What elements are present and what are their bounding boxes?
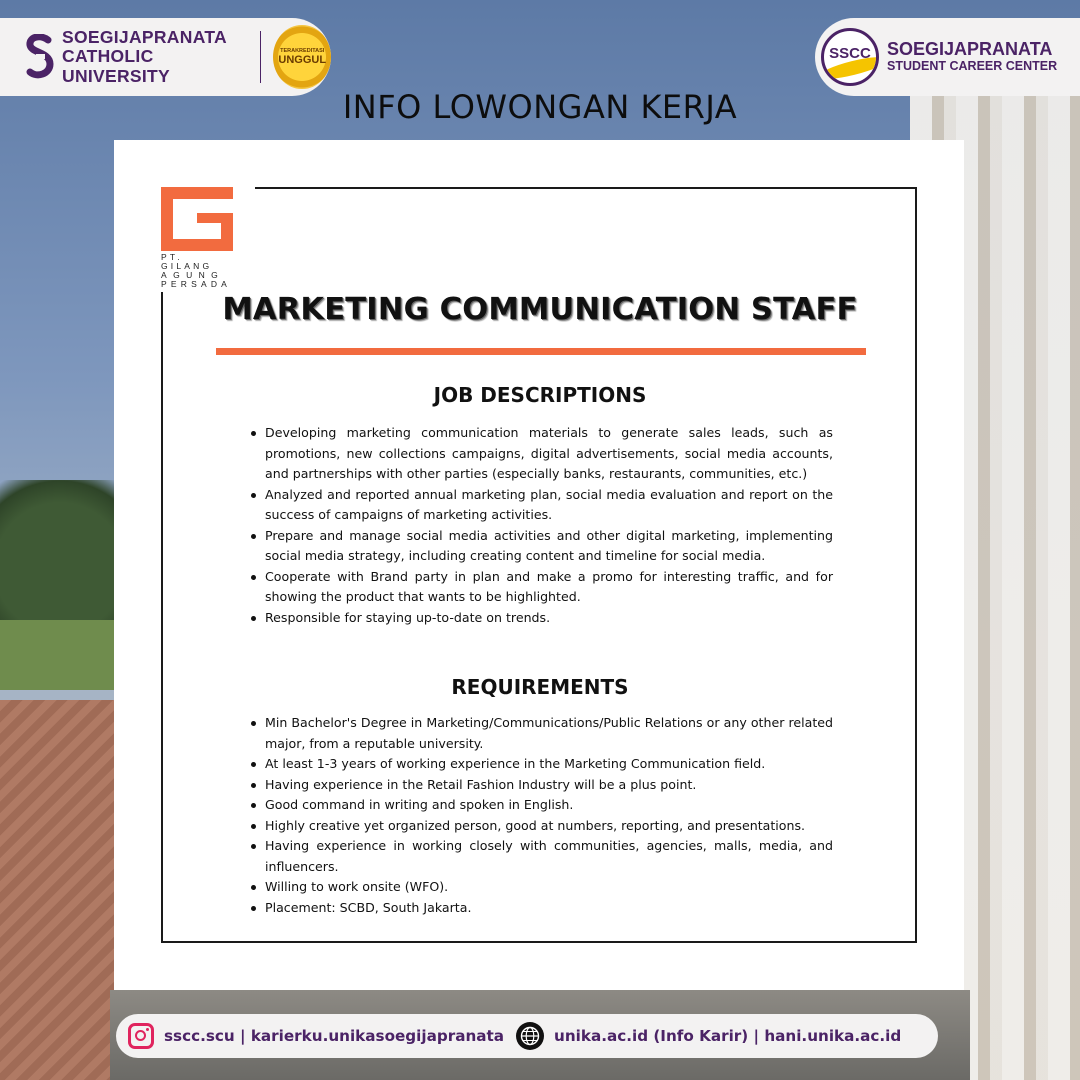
footer-web-text[interactable]: unika.ac.id (Info Karir) | hani.unika.ac.id: [554, 1027, 902, 1045]
company-name-line3: PERSADA: [161, 278, 232, 289]
career-center-header: [815, 18, 1080, 96]
header-divider: [260, 31, 261, 83]
background-lawn: [0, 620, 120, 690]
list-item: Having experience in working closely with communities, agencies, malls, media, and influencers.: [247, 836, 833, 877]
company-name-line2: AGUNG: [161, 269, 225, 280]
title-underline: [216, 348, 866, 355]
list-item: Analyzed and reported annual marketing plan, social media evaluation and report on the success of campaigns of marketing activities.: [247, 485, 833, 526]
accreditation-badge: [273, 25, 331, 89]
job-title: MARKETING COMMUNICATION STAFF: [222, 292, 858, 327]
university-name-line1: SOEGIJAPRANATA: [62, 26, 227, 47]
list-item: Developing marketing communication materials to generate sales leads, such as promotions, new collections campaigns, digital advertisements, social media accounts, and partnerships with other parties (especially banks, restaurants, communities, etc.): [247, 423, 833, 485]
company-logo: [161, 187, 235, 287]
company-name-line1: PT. GILANG: [161, 252, 213, 271]
list-item: Good command in writing and spoken in English.: [247, 795, 833, 816]
badge-big-text: UNGGUL: [278, 54, 327, 66]
footer-bar: [116, 1014, 938, 1058]
job-card: [114, 140, 964, 990]
university-header: [0, 18, 331, 96]
scu-logo-icon: [26, 34, 54, 80]
company-g-icon: [161, 187, 233, 251]
background-brick-path: [0, 700, 120, 1080]
list-item: Responsible for staying up-to-date on trends.: [247, 608, 833, 629]
footer-social-text[interactable]: sscc.scu | karierku.unikasoegijapranata: [164, 1027, 505, 1045]
list-item: At least 1-3 years of working experience in the Marketing Communication field.: [247, 754, 833, 775]
list-item: Willing to work onsite (WFO).: [247, 877, 833, 898]
list-item: Placement: SCBD, South Jakarta.: [247, 898, 833, 919]
university-name-line2: CATHOLIC UNIVERSITY: [62, 46, 171, 86]
job-descriptions-list: [247, 423, 833, 628]
list-item: Having experience in the Retail Fashion Industry will be a plus point.: [247, 775, 833, 796]
career-center-name: [887, 40, 1057, 74]
sscc-logo-text: SSCC: [829, 44, 871, 62]
list-item: Cooperate with Brand party in plan and make a promo for interesting traffic, and for showing the product that wants to be highlighted.: [247, 567, 833, 608]
company-name: [161, 253, 235, 289]
university-name: [62, 28, 246, 87]
sscc-logo-icon: [821, 28, 879, 86]
list-item: Highly creative yet organized person, good at numbers, reporting, and presentations.: [247, 816, 833, 837]
instagram-icon[interactable]: [128, 1023, 154, 1049]
page-headline: INFO LOWONGAN KERJA: [342, 88, 738, 126]
globe-icon[interactable]: [516, 1022, 544, 1050]
requirements-list: [247, 713, 833, 918]
career-center-line1: SOEGIJAPRANATA: [887, 39, 1053, 60]
list-item: Min Bachelor's Degree in Marketing/Communications/Public Relations or any other related major, from a reputable university.: [247, 713, 833, 754]
requirements-heading: REQUIREMENTS: [451, 675, 629, 699]
career-center-line2: STUDENT CAREER CENTER: [887, 59, 1058, 74]
list-item: Prepare and manage social media activities and other digital marketing, implementing social media strategy, including creating content and timeline for social media.: [247, 526, 833, 567]
badge-small-text: TERAKREDITASI: [280, 48, 325, 54]
job-descriptions-heading: JOB DESCRIPTIONS: [433, 383, 647, 407]
